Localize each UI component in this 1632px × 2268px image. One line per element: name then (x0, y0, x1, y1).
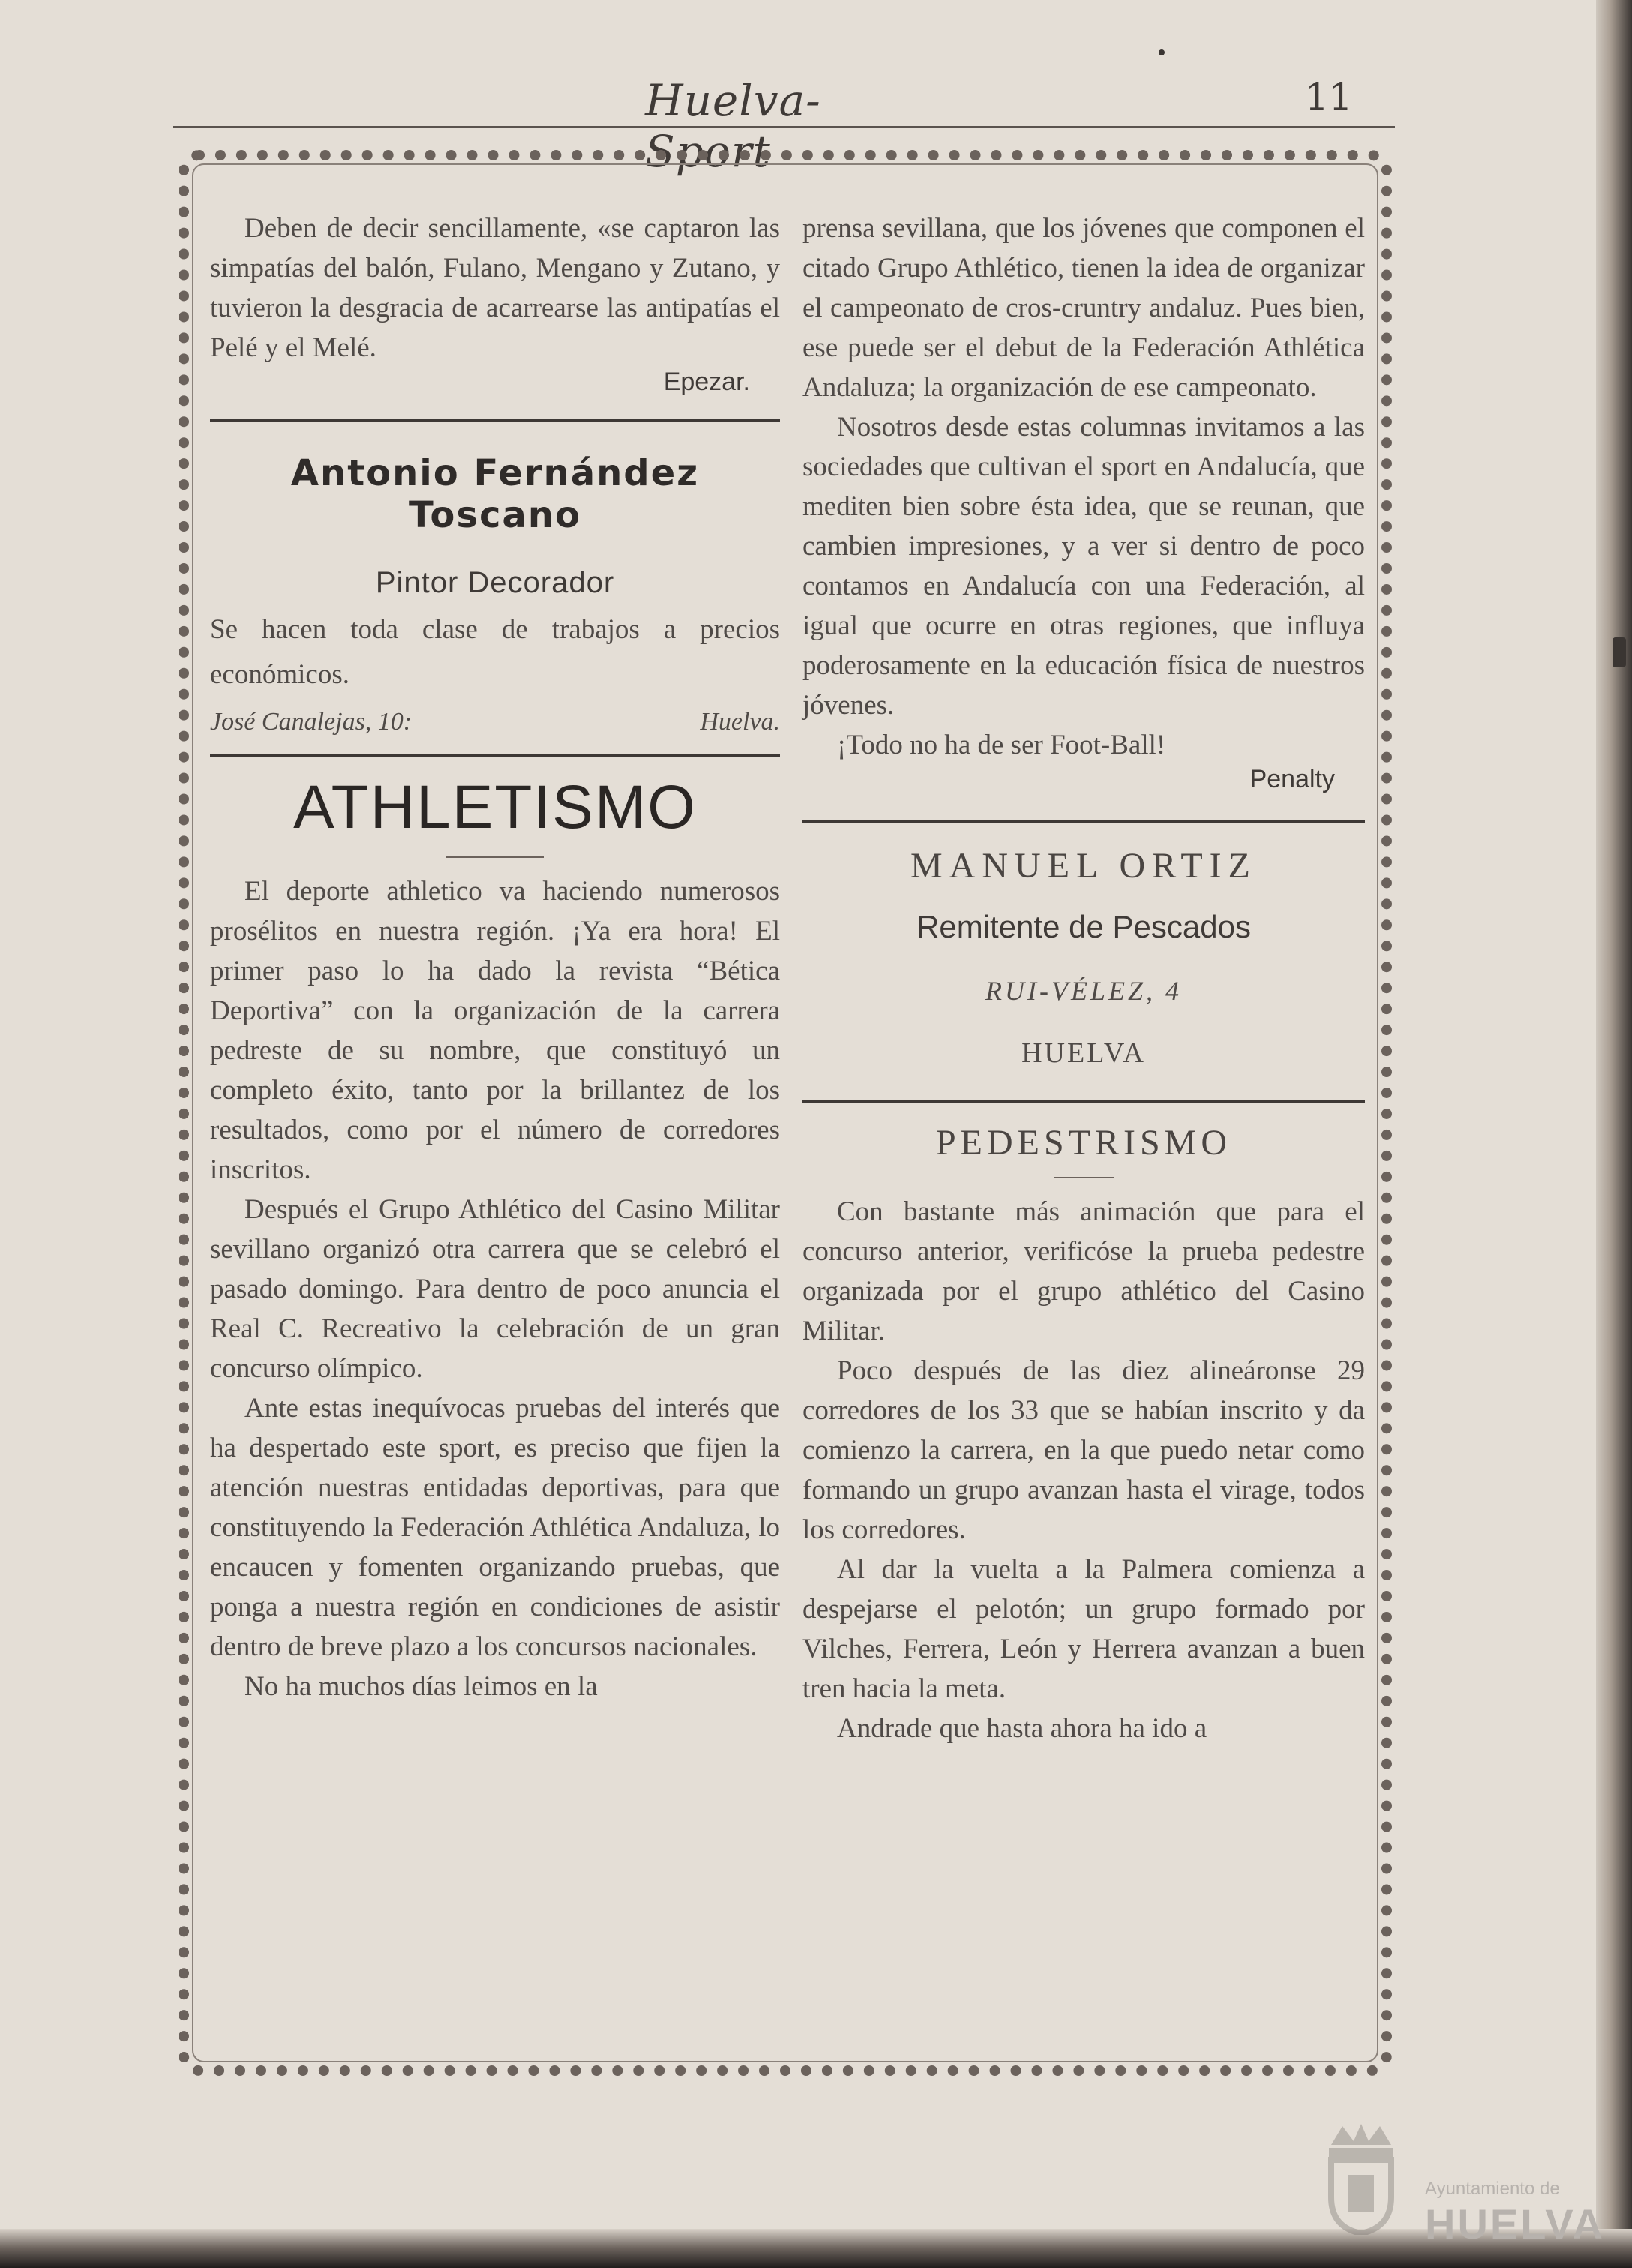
divider (210, 419, 780, 422)
watermark-text (1425, 2179, 1605, 2248)
advertiser-address: RUI-VÉLEZ, 4 (986, 976, 1182, 1006)
page-edge-right (1596, 0, 1632, 2268)
page-number: 11 (1305, 75, 1353, 118)
article-paragraph: Nosotros desde estas columnas invitamos a las sociedades que cultivan el sport en Andalucía, que mediten bien sobre ésta idea, que se reunan, que cambien impresiones, y a ver si dentro de poco contamos en Andalucía con una Federación, al igual que ocurre en otras regiones, que influya poderosamente en la educación física de nuestros jóvenes. (802, 412, 1365, 721)
title-rule (446, 856, 544, 858)
article-paragraph: Al dar la vuelta a la Palmera comienza a despejarse el pelotón; un grupo formado por Vilches, Ferrera, León y Herrera avanzan a buen tren hacia la meta. (802, 1554, 1365, 1704)
divider (210, 754, 780, 758)
section-title: PEDESTRISMO (935, 1123, 1232, 1162)
advertisement-text: Se hacen toda clase de trabajos a precios económicos. (210, 614, 780, 690)
advertiser-address: José Canalejas, 10: (210, 708, 412, 736)
article-paragraph: Después el Grupo Athlético del Casino Militar sevillano organizó otra carrera que se celebró el pasado domingo. Para dentro de poco anuncia el Real C. Recreativo la celebración de un gran concurso olímpico. (210, 1194, 780, 1384)
ink-speck (1159, 50, 1165, 56)
advertiser-name: MANUEL ORTIZ (910, 846, 1257, 886)
advertiser-profession: Pintor Decorador (375, 566, 615, 599)
watermark-line1: Ayuntamiento de (1425, 2179, 1560, 2199)
watermark-line2: HUELVA (1425, 2200, 1605, 2248)
journal-title: Huelva-Sport (645, 75, 821, 177)
article-paragraph: Con bastante más animación que para el concurso anterior, verificóse la prueba pedestre organizada por el grupo athlético del Casino Militar. (802, 1196, 1365, 1346)
article-paragraph: El deporte athletico va haciendo numerosos prosélitos en nuestra región. ¡Ya era hora! El primer paso lo ha dado la revista “Bética Deportiva” con la organización de la carrera pedreste de su nombre, que constituyó un completo éxito, tanto por la brillantez de los resultados, como por el número de corredores inscritos. (210, 876, 780, 1185)
article-paragraph: Ante estas inequívocas pruebas del interés que ha despertado este sport, es preciso que fijen la atención nuestras entidadas deportivas, para que constituyendo la Federación Athlética Andaluza, lo encaucen y fomenten organizando pruebas, que ponga a nuestra región en condiciones de asistir dentro de breve plazo a los concursos nacionales. (210, 1393, 780, 1662)
advertisement-footer (210, 708, 780, 736)
advertiser-business: Remitente de Pescados (916, 909, 1251, 944)
article-paragraph: Poco después de las diez alineáronse 29 corredores de los 33 que se habían inscrito y da comienzo la carrera, en la que puedo netar como formando un grupo avanzan hasta el virage, todos los corredores. (802, 1355, 1365, 1545)
right-column (802, 202, 1365, 1748)
advertiser-city: Huelva. (700, 708, 780, 736)
advertiser-city: HUELVA (1022, 1037, 1146, 1069)
article-paragraph: ¡Todo no ha de ser Foot-Ball! (837, 730, 1166, 760)
divider (802, 820, 1365, 823)
intro-paragraph: Deben de decir sencillamente, «se captaron las simpatías del balón, Fulano, Mengano y Zutano, y tuvieron la desgracia de acarrearse las antipatías el Pelé y el Melé. (210, 213, 780, 363)
divider (802, 1100, 1365, 1102)
title-rule (1054, 1177, 1114, 1178)
article-paragraph: prensa sevillana, que los jóvenes que componen el citado Grupo Athlético, tienen la idea de organizar el campeonato de cros-cruntry andaluz. Pues bien, ese puede ser el debut de la Federación Athlética Andaluza; la organización de ese campeonato. (802, 213, 1365, 403)
header-rule (172, 126, 1395, 128)
intro-signature: Epezar. (663, 368, 750, 396)
coat-of-arms-icon (1320, 2122, 1402, 2235)
section-title: ATHLETISMO (293, 773, 697, 842)
left-column (210, 202, 780, 1706)
article-paragraph: No ha muchos días leimos en la (244, 1671, 598, 1702)
article-signature: Penalty (1250, 765, 1335, 794)
advertiser-name: Antonio Fernández Toscano (290, 452, 700, 536)
ink-speck (1612, 638, 1626, 668)
article-paragraph: Andrade que hasta ahora ha ido a (837, 1713, 1208, 1744)
